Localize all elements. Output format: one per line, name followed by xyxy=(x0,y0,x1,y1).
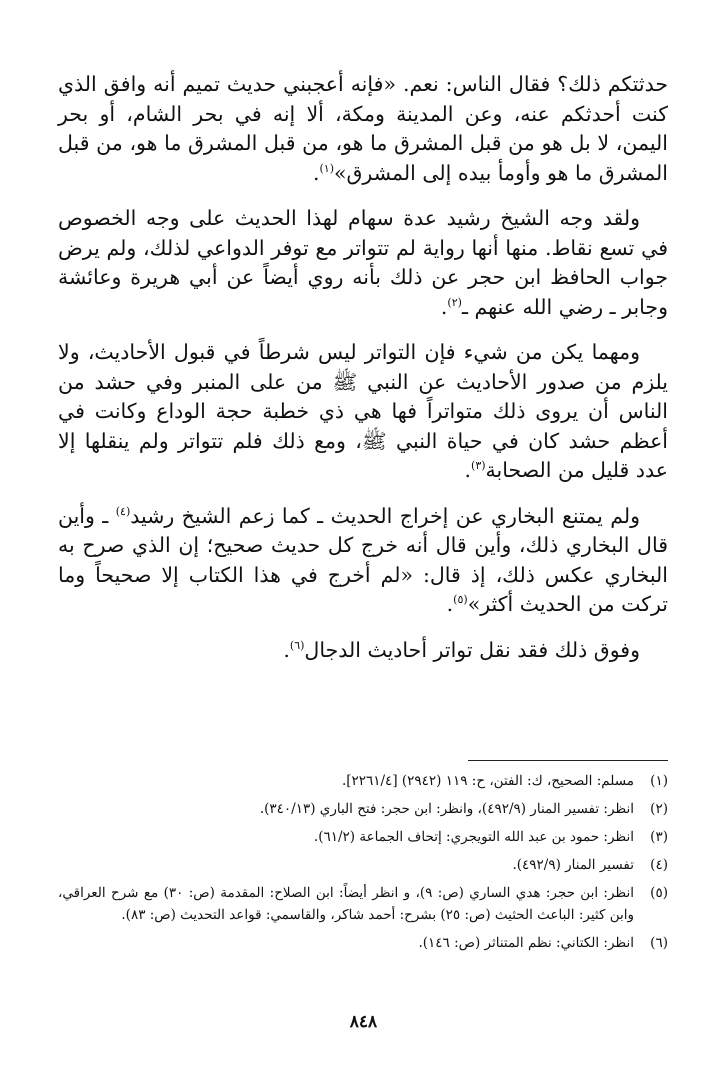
paragraph-text-cont: ـ وأين قال البخاري ذلك، وأين قال أنه خرج كل حديث صحيح؛ إن الذي صرح به البخاري عكس ذلك، إذ قال: «لم أخرج في هذا الكتاب إلا صحيحاً وما تركت من الحديث أكثر» xyxy=(58,503,668,616)
main-text xyxy=(58,70,668,665)
punctuation: . xyxy=(446,592,454,616)
paragraph-2 xyxy=(58,204,668,322)
footnote-text: مسلم: الصحيح، ك: الفتن، ح: ١١٩ (٢٩٤٢) [٢٢٦١/٤]. xyxy=(341,773,634,789)
footnote-text: انظر: تفسير المنار (٤٩٢/٩)، وانظر: ابن حجر: فتح الباري (٣٤٠/١٣). xyxy=(259,801,634,817)
footnote-ref: (٣) xyxy=(471,459,486,473)
footnote-text: انظر: ابن حجر: هدي الساري (ص: ٩)، و انظر أيضاً: ابن الصلاح: المقدمة (ص: ٣٠) مع شرح العراقي، وابن كثير: الباعث الحثيث (ص: ٢٥) بشرح: أحمد شاكر، والقاسمي: قواعد التحديث (ص: ٨٣). xyxy=(58,885,635,923)
footnote-ref: (٦) xyxy=(289,638,305,652)
footnote-divider xyxy=(468,760,668,761)
footnote-number: (٥) xyxy=(650,885,668,901)
footnote-ref: (١) xyxy=(319,161,334,175)
footnote-text: انظر: الكتاني: نظم المتناثر (ص: ١٤٦). xyxy=(418,935,634,951)
footnote xyxy=(58,882,668,926)
footnote xyxy=(58,826,668,848)
paragraph-text: ولم يمتنع البخاري عن إخراج الحديث ـ كما زعم الشيخ رشيد xyxy=(130,503,640,528)
paragraph-5 xyxy=(58,636,668,666)
punctuation: . xyxy=(440,294,448,319)
footnote xyxy=(58,798,668,820)
footnotes xyxy=(58,770,668,960)
footnote-number: (٦) xyxy=(650,935,668,951)
punctuation: . xyxy=(283,637,290,662)
footnote-number: (٣) xyxy=(650,829,668,845)
footnote xyxy=(58,854,668,876)
punctuation: . xyxy=(464,458,472,482)
footnote-ref: (٤) xyxy=(115,504,131,518)
paragraph-4 xyxy=(58,502,668,620)
footnote-ref: (٥) xyxy=(453,593,468,607)
footnote xyxy=(58,932,668,954)
footnote-ref: (٢) xyxy=(447,295,462,309)
footnote xyxy=(58,770,668,792)
footnote-text: تفسير المنار (٤٩٢/٩). xyxy=(512,857,634,873)
footnote-number: (٤) xyxy=(650,857,668,873)
paragraph-text: ومهما يكن من شيء فإن التواتر ليس شرطاً في قبول الأحاديث، ولا يلزم من صدور الأحاديث عن النبي ﷺ من على المنبر وفي حشد من الناس أن يروى ذلك متواتراً فها هي ذي خطبة حجة الوداع وكانت في أعظم حشد كان في حياة النبي ﷺ، ومع ذلك فلم تتواتر ولم ينقلها إلا عدد قليل من الصحابة xyxy=(58,340,668,482)
paragraph-text: ولقد وجه الشيخ رشيد عدة سهام لهذا الحديث على وجه الخصوص في تسع نقاط. منها أنها رواية لم تتواتر مع توفر الدواعي لذلك، ولم يرض جواب الحافظ ابن حجر عن ذلك بأنه روي أيضاً عن أبي هريرة وعائشة وجابر ـ رضي الله عنهم ـ xyxy=(58,206,668,319)
paragraph-1 xyxy=(58,70,668,188)
paragraph-3 xyxy=(58,338,668,486)
footnote-number: (٢) xyxy=(650,801,668,817)
page-number: ٨٤٨ xyxy=(349,1012,378,1032)
paragraph-text: وفوق ذلك فقد نقل تواتر أحاديث الدجال xyxy=(304,637,640,662)
footnote-text: انظر: حمود بن عبد الله التويجري: إتحاف الجماعة (٦١/٢). xyxy=(313,829,634,845)
paragraph-text: حدثتكم ذلك؟ فقال الناس: نعم. «فإنه أعجبني حديث تميم أنه وافق الذي كنت أحدثكم عنه، وعن المدينة ومكة، ألا إنه في بحر الشام، أو بحر اليمن، لا بل هو من قبل المشرق ما هو، من قبل المشرق ما هو، من قبل المشرق ما هو وأومأ بيده إلى المشرق» xyxy=(58,72,668,185)
footnote-number: (١) xyxy=(650,773,668,789)
punctuation: . xyxy=(312,160,320,185)
